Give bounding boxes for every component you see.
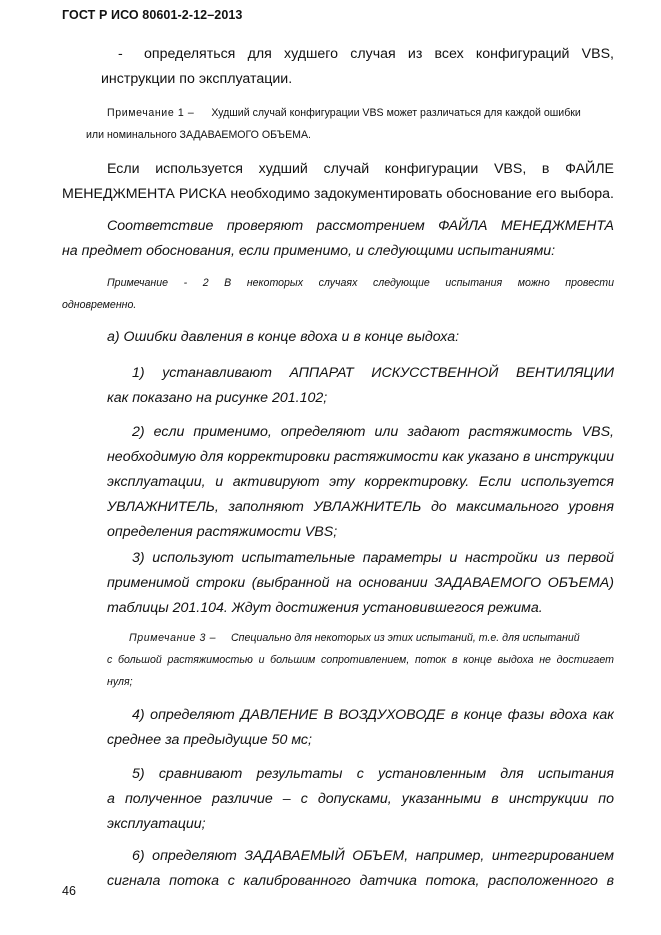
note-1 (107, 102, 614, 124)
dash-item-continuation (101, 67, 292, 92)
note-2-line-2: одновременно. (62, 299, 137, 311)
note-2-line-1: Примечание - 2 В некоторых случаях следующие испытания можно провести (107, 277, 614, 289)
step-2-line-1: 2) если применимо, определяют или задают растяжимость VBS, (132, 424, 614, 440)
step-6 (107, 844, 614, 894)
dash-item-line-1: определяться для худшего случая из всех конфигураций VBS, (144, 46, 614, 62)
compliance-line-2: на предмет обоснования, если применимо, и следующими испытаниями: (62, 243, 556, 259)
dash-marker: - (118, 46, 123, 62)
note-3-line-2: с большой растяжимостью и большим сопротивлением, поток в конце выдоха не достигает (107, 654, 614, 666)
step-1-line-1: 1) устанавливают АППАРАТ ИСКУССТВЕННОЙ ВЕНТИЛЯЦИИ (132, 365, 614, 381)
page-number: 46 (62, 884, 76, 898)
standard-header: ГОСТ Р ИСО 80601-2-12–2013 (62, 8, 243, 22)
step-5 (107, 762, 614, 837)
note-1-line-2: или номинального ЗАДАВАЕМОГО ОБЪЕМА. (86, 129, 311, 141)
dash-list-item (118, 42, 614, 67)
step-2-line-2: необходимую для корректировки растяжимости как указано в инструкции (107, 449, 614, 465)
item-a-heading (107, 325, 459, 350)
step-2-line-3: эксплуатации, и активируют эту корректировку. Если используется (107, 474, 614, 490)
step-2-line-4: УВЛАЖНИТЕЛЬ, заполняют УВЛАЖНИТЕЛЬ до максимального уровня (107, 499, 614, 515)
note-3-line-1: Специально для некоторых из этих испытаний, т.е. для испытаний (231, 632, 580, 644)
step-3-line-1: 3) используют испытательные параметры и настройки из первой (132, 550, 614, 566)
note-1-continuation (86, 124, 311, 146)
step-2 (107, 420, 614, 545)
worst-case-line-1: Если используется худший случай конфигурации VBS, в ФАЙЛЕ (107, 161, 614, 177)
note-2 (62, 272, 614, 316)
item-a-text: а) Ошибки давления в конце вдоха и в конце выдоха: (107, 329, 460, 345)
step-3-line-2: применимой строки (выбранной на основании ЗАДАВАЕМОГО ОБЪЕМА) (107, 575, 614, 591)
note-3 (107, 627, 614, 693)
step-2-line-5: определения растяжимости VBS; (107, 524, 338, 540)
step-1 (107, 361, 614, 411)
step-6-line-1: 6) определяют ЗАДАВАЕМЫЙ ОБЪЕМ, например, интегрированием (132, 848, 614, 864)
step-5-line-1: 5) сравнивают результаты с установленным для испытания (132, 766, 614, 782)
step-3 (107, 546, 614, 621)
step-5-line-3: эксплуатации; (107, 816, 206, 832)
worst-case-paragraph (62, 157, 614, 207)
step-3-line-3: таблицы 201.104. Ждут достижения установившегося режима. (107, 600, 543, 616)
dash-item-line-2: инструкции по эксплуатации. (101, 71, 293, 87)
step-4 (107, 703, 614, 753)
note-3-label: Примечание 3 – (129, 632, 217, 644)
worst-case-line-2: МЕНЕДЖМЕНТА РИСКА необходимо задокументировать обоснование его выбора. (62, 186, 614, 202)
compliance-line-1: Соответствие проверяют рассмотрением ФАЙЛА МЕНЕДЖМЕНТА (107, 218, 614, 234)
step-4-line-1: 4) определяют ДАВЛЕНИЕ В ВОЗДУХОВОДЕ в конце фазы вдоха как (132, 707, 614, 723)
step-1-line-2: как показано на рисунке 201.102; (107, 390, 328, 406)
note-3-line-3: нуля; (107, 676, 133, 688)
note-1-label: Примечание 1 – (107, 107, 195, 119)
step-5-line-2: а полученное различие – с допусками, указанными в инструкции по (107, 791, 614, 807)
step-6-line-2: сигнала потока с калиброванного датчика потока, расположенного в (107, 873, 614, 889)
compliance-paragraph (62, 214, 614, 264)
note-1-line-1: Худший случай конфигурации VBS может различаться для каждой ошибки (211, 107, 581, 119)
step-4-line-2: среднее за предыдущие 50 мс; (107, 732, 312, 748)
